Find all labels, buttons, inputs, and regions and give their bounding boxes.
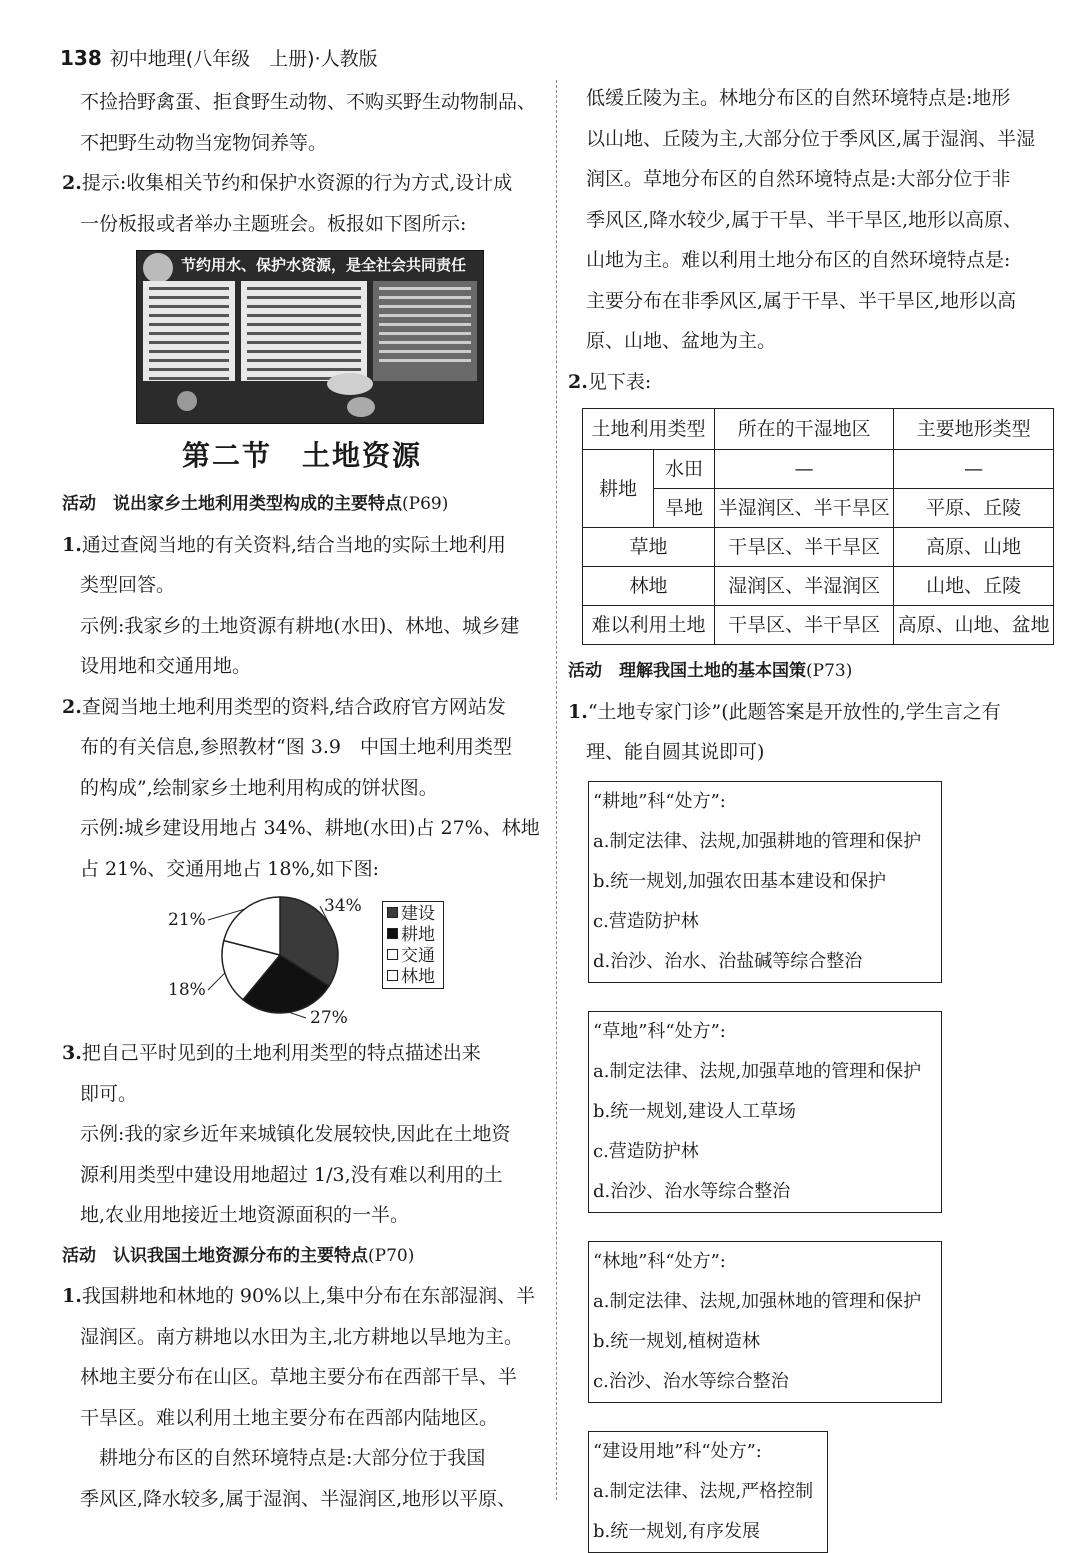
page-header (60, 44, 378, 71)
prescription-box-jianshe (588, 1431, 828, 1553)
text-line: 润区。草地分布区的自然环境特点是:大部分位于非 (586, 168, 1011, 190)
item-1 (62, 1276, 542, 1317)
pie-chart (62, 895, 542, 1029)
data-label: 34% (324, 896, 362, 916)
table-cell: 林地 (583, 567, 715, 606)
table-cell: — (715, 450, 894, 489)
item-number: 2. (568, 370, 588, 393)
text-line: 耕地分布区的自然环境特点是:大部分位于我国 (80, 1447, 486, 1469)
table-header: 所在的干湿地区 (715, 409, 894, 450)
box-line: b.统一规划,加强农田基本建设和保护 (593, 870, 886, 892)
text-line: 低缓丘陵为主。林地分布区的自然环境特点是:地形 (586, 87, 1011, 109)
text-line: 设用地和交通用地。 (80, 655, 252, 677)
decoration-icon (347, 397, 375, 417)
poster-title: 节约用水、保护水资源，是全社会共同责任 (181, 256, 467, 274)
prescription-box-gengdi (588, 781, 942, 983)
text-line: 把自己平时见到的土地利用类型的特点描述出来 (81, 1042, 481, 1064)
activity-heading (568, 651, 1050, 692)
item-2 (568, 362, 1050, 403)
item-1 (62, 525, 542, 566)
table-row (583, 489, 1054, 528)
right-column (568, 78, 1050, 1553)
table-cell: 湿润区、半湿润区 (715, 567, 894, 606)
text-line: 季风区,降水较少,属于干旱、半干旱区,地形以高原、 (586, 208, 1023, 231)
item-number: 3. (62, 1042, 82, 1064)
activity-page: (P69) (402, 494, 449, 514)
land-table (582, 408, 1054, 645)
decoration-icon (177, 391, 197, 411)
legend-label: 交通 (401, 946, 435, 966)
poster-panel (143, 281, 235, 381)
box-line: b.统一规划,植树造林 (593, 1330, 760, 1352)
item-2 (62, 687, 542, 728)
legend-label: 耕地 (401, 925, 435, 945)
activity-label: 活动 认识我国土地资源分布的主要特点 (62, 1245, 368, 1266)
text-line: 山地为主。难以利用土地分布区的自然环境特点是: (586, 249, 1011, 271)
table-row (583, 567, 1054, 606)
table-cell: 平原、丘陵 (894, 489, 1054, 528)
poster-image (136, 250, 484, 424)
table-cell: 难以利用土地 (583, 606, 715, 645)
table-cell: 高原、山地 (894, 528, 1054, 567)
item-number: 1. (568, 700, 588, 723)
text-line: 占 21%、交通用地占 18%,如下图: (80, 857, 379, 880)
box-line: b.统一规划,有序发展 (593, 1520, 760, 1542)
legend-item (387, 925, 439, 946)
table-cell: 干旱区、半干旱区 (715, 528, 894, 567)
table-cell: 干旱区、半干旱区 (715, 606, 894, 645)
box-title: “草地”科“处方”: (593, 1020, 726, 1042)
text-line: 不捡拾野禽蛋、拒食野生动物、不购买野生动物制品、 (80, 91, 537, 113)
section-title: 第二节 土地资源 (181, 439, 422, 472)
table-cell: 耕地 (583, 450, 654, 528)
item-number: 2. (62, 172, 82, 194)
page-number: 138 (60, 46, 102, 70)
decoration-icon (327, 373, 373, 395)
prescription-box-lindi (588, 1241, 942, 1403)
activity-heading (62, 1236, 542, 1277)
legend-item (387, 967, 439, 988)
text-line: 干旱区。难以利用土地主要分布在西部内陆地区。 (80, 1406, 499, 1429)
pie-svg (62, 895, 372, 1029)
box-title: “林地”科“处方”: (593, 1250, 726, 1272)
leader-line (208, 973, 225, 990)
table-cell: 山地、丘陵 (894, 567, 1054, 606)
item-number: 2. (62, 695, 82, 718)
chart-legend (382, 901, 444, 989)
table-row (583, 450, 1054, 489)
activity-label: 活动 理解我国土地的基本国策 (568, 661, 806, 681)
text-line: 林地主要分布在山区。草地主要分布在西部干旱、半 (80, 1366, 518, 1388)
poster-panel (241, 281, 367, 381)
text-line: 地,农业用地接近土地资源面积的一半。 (80, 1204, 410, 1226)
text-line: 提示:收集相关节约和保护水资源的行为方式,设计成 (81, 172, 513, 194)
text-line: 示例:我的家乡近年来城镇化发展较快,因此在土地资 (80, 1123, 511, 1145)
box-line: c.治沙、治水等综合整治 (593, 1370, 789, 1392)
legend-label: 林地 (401, 967, 435, 987)
box-line: a.制定法律、法规,加强草地的管理和保护 (593, 1060, 922, 1082)
text-line: 一份板报或者举办主题班会。板报如下图所示: (80, 212, 467, 235)
data-label: 21% (168, 910, 206, 930)
poster-panel (373, 281, 477, 381)
box-line: d.治沙、治水等综合整治 (593, 1180, 791, 1202)
item-number: 1. (62, 1285, 82, 1307)
table-cell: 旱地 (654, 489, 715, 528)
text-line: “土地专家门诊”(此题答案是开放性的,学生言之有 (587, 700, 1001, 723)
box-line: a.制定法律、法规,严格控制 (593, 1480, 814, 1502)
legend-item (387, 946, 439, 967)
text-line: 我国耕地和林地的 90%以上,集中分布在东部湿润、半 (81, 1285, 536, 1307)
text-line: 通过查阅当地的有关资料,结合当地的实际土地利用 (81, 533, 506, 556)
table-header-row (583, 409, 1054, 450)
text-line: 布的有关信息,参照教材“图 3.9 中国土地利用类型 (80, 736, 513, 758)
activity-heading (62, 484, 542, 525)
table-header: 主要地形类型 (894, 409, 1054, 450)
text-line: 主要分布在非季风区,属于干旱、半干旱区,地形以高 (586, 289, 1017, 312)
text-line: 以山地、丘陵为主,大部分位于季风区,属于湿润、半湿 (586, 127, 1036, 150)
box-line: d.治沙、治水、治盐碱等综合整治 (593, 950, 863, 972)
data-label: 18% (168, 980, 206, 1000)
box-line: a.制定法律、法规,加强林地的管理和保护 (593, 1290, 922, 1312)
table-cell: 半湿润区、半干旱区 (715, 489, 894, 528)
box-line: a.制定法律、法规,加强耕地的管理和保护 (593, 830, 922, 852)
text-line: 的构成”,绘制家乡土地利用构成的饼状图。 (80, 776, 438, 799)
table-row (583, 528, 1054, 567)
text-line: 湿润区。南方耕地以水田为主,北方耕地以旱地为主。 (80, 1325, 524, 1348)
table-header: 土地利用类型 (583, 409, 715, 450)
text-line: 查阅当地土地利用类型的资料,结合政府官方网站发 (81, 695, 506, 718)
text-line: 源利用类型中建设用地超过 1/3,没有难以利用的土 (80, 1163, 503, 1186)
item-number: 1. (62, 533, 82, 556)
logo-icon (143, 253, 173, 283)
box-title: “建设用地”科“处方”: (593, 1440, 762, 1462)
text-line: 季风区,降水较多,属于湿润、半湿润区,地形以平原、 (80, 1487, 517, 1510)
item-1 (568, 692, 1050, 733)
text-line: 即可。 (80, 1082, 138, 1105)
table-cell: 高原、山地、盆地 (894, 606, 1054, 645)
box-line: c.营造防护林 (593, 910, 699, 932)
text-line: 不把野生动物当宠物饲养等。 (80, 131, 328, 154)
text-line: 理、能自圆其说即可) (586, 741, 765, 763)
box-line: c.营造防护林 (593, 1140, 699, 1162)
text-line: 见下表: (587, 370, 652, 393)
item-2 (62, 163, 542, 204)
column-divider (556, 80, 557, 1500)
prescription-box-caodi (588, 1011, 942, 1213)
box-title: “耕地”科“处方”: (593, 790, 726, 812)
table-cell: — (894, 450, 1054, 489)
text-line: 示例:城乡建设用地占 34%、耕地(水田)占 27%、林地 (80, 817, 540, 839)
left-column (62, 82, 542, 1519)
activity-label: 活动 说出家乡土地利用类型构成的主要特点 (62, 494, 402, 514)
text-line: 示例:我家乡的土地资源有耕地(水田)、林地、城乡建 (80, 614, 520, 637)
activity-page: (P73) (806, 661, 853, 681)
text-line: 类型回答。 (80, 574, 176, 596)
book-title: 初中地理(八年级 上册)·人教版 (109, 48, 378, 70)
table-row (583, 606, 1054, 645)
leader-line (289, 1012, 306, 1018)
activity-page: (P70) (368, 1245, 415, 1266)
box-line: b.统一规划,建设人工草场 (593, 1100, 796, 1122)
legend-item (387, 904, 439, 925)
item-3 (62, 1033, 542, 1074)
table-cell: 水田 (654, 450, 715, 489)
legend-label: 建设 (401, 904, 435, 924)
data-label: 27% (310, 1008, 348, 1028)
text-line: 原、山地、盆地为主。 (586, 330, 777, 352)
table-cell: 草地 (583, 528, 715, 567)
